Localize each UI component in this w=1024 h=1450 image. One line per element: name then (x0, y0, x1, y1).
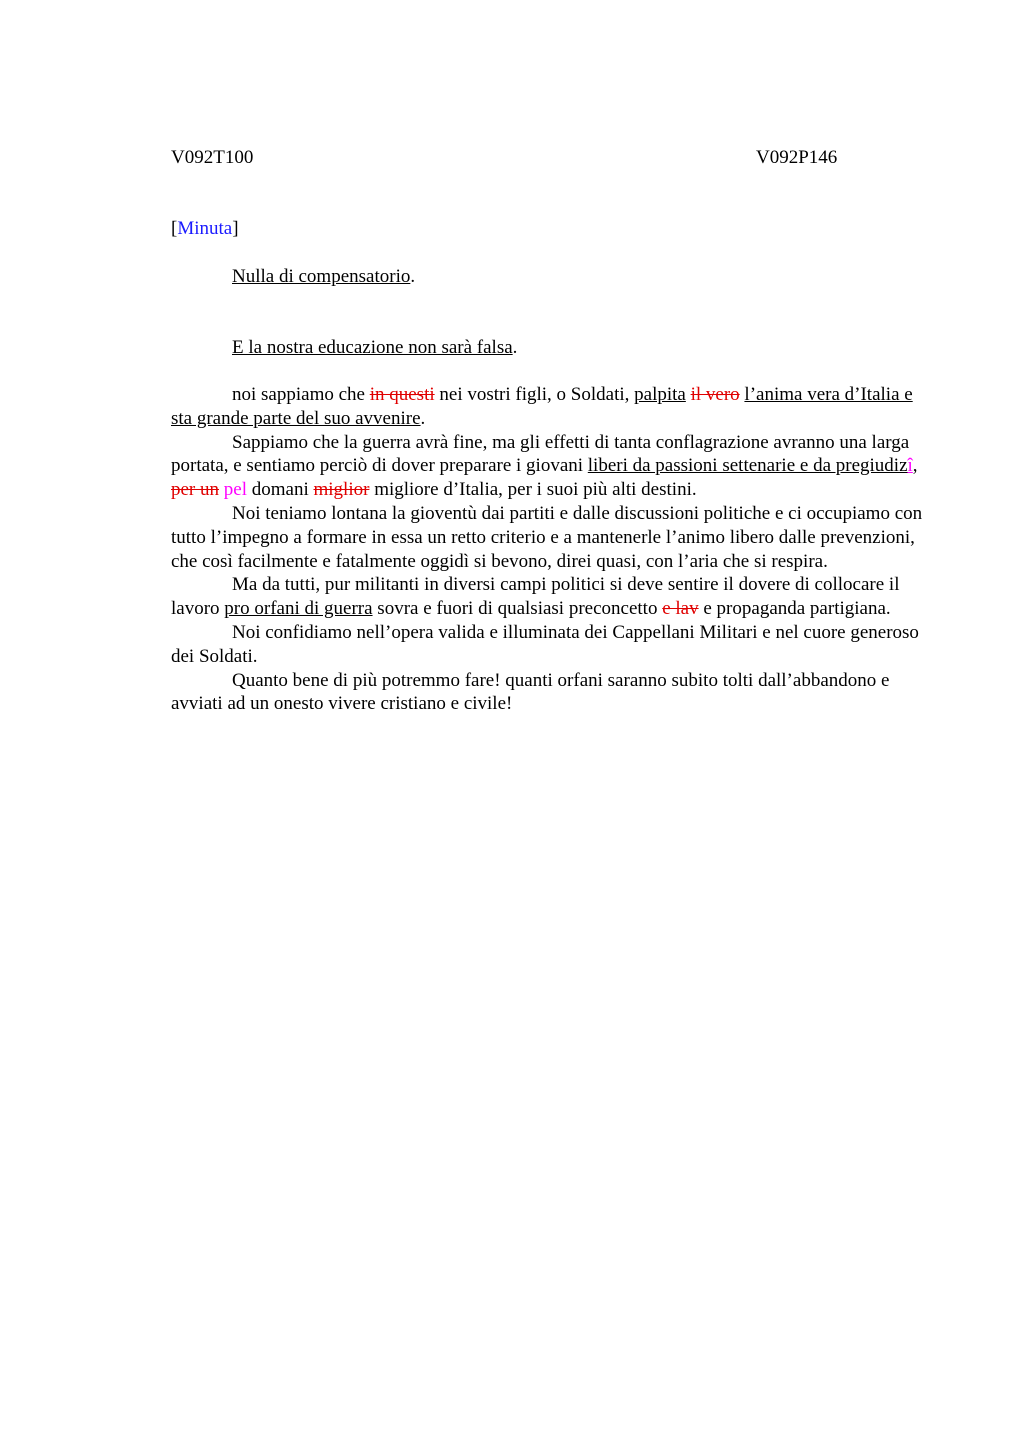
heading-compensatorio (232, 265, 415, 289)
p1-text-2: nei vostri figli, o Soldati, (434, 384, 635, 405)
p1-deletion-2: il vero (690, 384, 740, 405)
p4-text-1: Ma da tutti, pur militanti in diversi campi politici si deve sentire il dovere di collocare il lavoro (171, 574, 900, 620)
p2-addition-2: pel (223, 479, 247, 501)
paragraph-1 (171, 383, 931, 431)
paragraph-3: Noi teniamo lontana la gioventù dai partiti e dalle discussioni politiche e ci occupiamo con tutto l’impegno a formare in essa un retto criterio e a mantenerle l’animo libero dalle prevenzioni, che così facilmente e fatalmente oggidì si bevono, direi quasi, con l’aria che si respira. (171, 502, 923, 572)
heading-educazione-text: E la nostra educazione non sarà falsa (232, 337, 513, 358)
document-code-left: V092T100 (171, 147, 254, 168)
p2-text-2: , (912, 455, 918, 477)
p2-deletion-2: miglior (313, 479, 370, 501)
minuta-label: Minuta (177, 218, 233, 239)
paragraph-2 (171, 431, 931, 502)
p4-underline-1: pro orfani di guerra (224, 598, 373, 620)
heading-educazione (232, 336, 517, 360)
bracket-open: [ (171, 218, 178, 239)
p4-deletion-1: e lav (662, 598, 699, 620)
heading-compensatorio-punct: . (410, 266, 416, 287)
p4-text-2: sovra e fuori di qualsiasi preconcetto (372, 598, 663, 620)
p1-text-1: noi sappiamo che (232, 384, 370, 405)
paragraph-5: Noi confidiamo nell’opera valida e illuminata dei Cappellani Militari e nel cuore generoso dei Soldati. (171, 621, 919, 667)
p2-underline-1: liberi da passioni settenarie e da pregiudiz (587, 455, 908, 477)
paragraph-6: Quanto bene di più potremmo fare! quanti orfani saranno subito tolti dall’abbandono e avviati ad un onesto vivere cristiano e civile! (171, 669, 890, 715)
heading-educazione-punct: . (512, 337, 518, 358)
p2-text-1: Sappiamo che la guerra avrà fine, ma gli effetti di tanta conflagrazione avranno una larga portata, e sentiamo perciò di dover preparare i giovani (171, 431, 910, 477)
paragraph-4 (171, 573, 931, 621)
p2-addition-1: î (907, 455, 913, 477)
p1-underline-1: palpita (634, 384, 686, 405)
bracket-close: ] (232, 218, 239, 239)
p2-text-4: domani (246, 479, 314, 501)
letter-body (171, 383, 931, 716)
document-code-right: V092P146 (756, 147, 838, 168)
p1-deletion-1: in questi (369, 384, 435, 405)
minuta-note (171, 217, 239, 241)
heading-compensatorio-text: Nulla di compensatorio (232, 266, 411, 287)
p2-deletion-1: per un (171, 479, 220, 501)
p1-text-5: . (420, 407, 426, 429)
p2-text-5: migliore d’Italia, per i suoi più alti destini. (369, 479, 697, 501)
p1-underline-2: l’anima vera d’Italia e sta grande parte del suo avvenire (171, 384, 913, 429)
p4-text-3: e propaganda partigiana. (698, 598, 891, 620)
